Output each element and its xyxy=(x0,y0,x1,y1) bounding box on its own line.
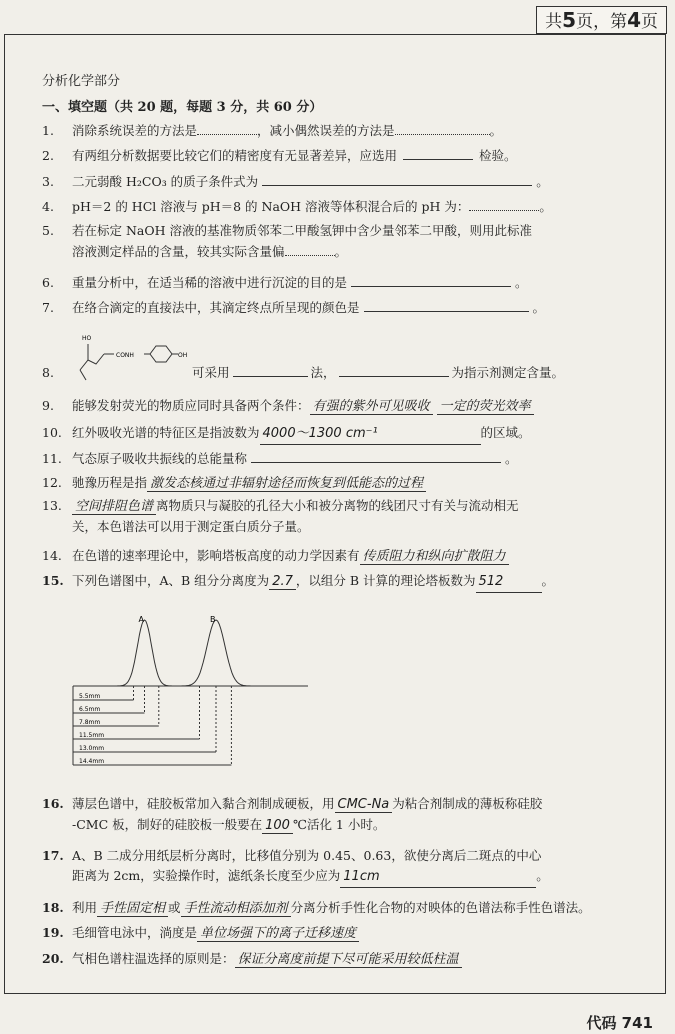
handwritten-answer: 一定的荧光效率 xyxy=(437,399,534,415)
question-9: 9. 能够发射荧光的物质应同时具备两个条件： 有强的紫外可见吸收 一定的荧光效率 xyxy=(42,396,632,417)
handwritten-answer: 512 xyxy=(476,572,542,593)
question-18: 18. 利用 手性固定相 或 手性流动相添加剂 分离分析手性化合物的对映体的色谱法称手性色谱法。 xyxy=(42,900,591,916)
handwritten-answer: 传质阻力和纵向扩散阻力 xyxy=(360,549,509,565)
question-15: 15. 下列色谱图中，A、B 组分分离度为 2.7 ，以组分 B 计算的理论塔板数为 512 。 xyxy=(42,571,632,593)
question-10: 10. 红外吸收光谱的特征区是指波数为 4000～1300 cm⁻¹ 的区域。 xyxy=(42,423,632,445)
page-total: 5 xyxy=(562,8,577,32)
handwritten-answer: 100 xyxy=(262,818,293,834)
answer-blank xyxy=(469,196,539,211)
section-title: 分析化学部分 xyxy=(42,74,121,89)
peak-a-label: A xyxy=(138,615,144,624)
answer-blank xyxy=(403,145,473,160)
question-2: 2. 有两组分析数据要比较它们的精密度有无显著差异，应选用 检验。 xyxy=(42,145,632,166)
page-counter-suffix: 页 xyxy=(641,12,658,32)
answer-blank xyxy=(395,120,490,135)
question-16: 16. 薄层色谱中，硅胶板常加入黏合剂制成硬板，用 CMC-Na 为粘合剂制成的薄板称硅胶 -CMC 板，制好的硅胶板一般要在 100 ℃活化 1 小时。 xyxy=(42,796,543,833)
page-counter-mid: 页，第 xyxy=(576,12,628,32)
handwritten-answer: 手性流动相添加剂 xyxy=(181,901,291,917)
chromatogram-figure xyxy=(68,608,318,783)
question-17: 17. A、B 二成分用纸层析分离时，比移值分别为 0.45、0.63，欲使分离后二斑点的中心 距离为 2cm，实验操作时，滤纸条长度至少应为 11cm 。 xyxy=(42,846,632,888)
molecule-label-conh: CONH xyxy=(116,352,134,359)
question-5: 5. 若在标定 NaOH 溶液的基准物质邻苯二甲酸氢钾中含少量邻苯二甲酸，则用此标准 溶液测定样品的含量，较其实际含量偏 。 xyxy=(42,223,532,259)
handwritten-answer: 手性固定相 xyxy=(97,901,168,917)
answer-blank xyxy=(233,362,308,377)
page-counter xyxy=(536,6,667,34)
question-6: 6. 重量分析中，在适当稀的溶液中进行沉淀的目的是 。 xyxy=(42,272,632,293)
handwritten-answer: CMC-Na xyxy=(335,797,393,813)
question-8: 8. 可采用 法， 为指示剂测定含量。 xyxy=(42,362,632,383)
answer-blank xyxy=(339,362,449,377)
question-13: 13. 空间排阻色谱 离物质只与凝胶的孔径大小和被分离物的线团尺寸有关与流动相无 关，本色谱法可以用于测定蛋白质分子量。 xyxy=(42,498,519,534)
measure-label: 14.4mm xyxy=(79,758,105,765)
answer-blank xyxy=(251,448,501,463)
question-4: 4. pH＝2 的 HCl 溶液与 pH＝8 的 NaOH 溶液等体积混合后的 pH 为： 。 xyxy=(42,196,632,217)
measure-label: 7.8mm xyxy=(79,719,101,726)
handwritten-answer: 11cm xyxy=(340,867,536,888)
footer-code: 代码 741 xyxy=(586,1014,653,1032)
measure-label: 13.0mm xyxy=(79,745,105,752)
question-19: 19. 毛细管电泳中，淌度是 单位场强下的离子迁移速度 xyxy=(42,923,632,944)
page-counter-prefix: 共 xyxy=(545,12,563,32)
peak-b-label: B xyxy=(210,615,216,624)
measure-label: 5.5mm xyxy=(79,693,101,700)
measure-lines xyxy=(73,686,231,765)
question-12: 12. 驰豫历程是指 激发态核通过非辐射途径而恢复到低能态的过程 xyxy=(42,473,632,494)
handwritten-answer: 有强的紫外可见吸收 xyxy=(310,399,433,415)
question-20: 20. 气相色谱柱温选择的原则是： 保证分离度前提下尽可能采用较低柱温 xyxy=(42,949,632,970)
answer-blank xyxy=(197,120,257,135)
answer-blank xyxy=(262,171,532,186)
handwritten-answer: 2.7 xyxy=(269,574,296,590)
peak-a-curve xyxy=(107,620,183,686)
page-current: 4 xyxy=(627,8,641,32)
handwritten-answer: 激发态核通过非辐射途径而恢复到低能态的过程 xyxy=(147,476,426,492)
handwritten-answer: 4000～1300 cm⁻¹ xyxy=(260,424,481,445)
answer-blank xyxy=(364,297,529,312)
question-3: 3. 二元弱酸 H₂CO₃ 的质子条件式为 。 xyxy=(42,171,632,192)
question-7: 7. 在络合滴定的直接法中，其滴定终点所呈现的颜色是 。 xyxy=(42,297,632,318)
measure-label: 6.5mm xyxy=(79,706,101,713)
part-title: 一、填空题（共 20 题，每题 3 分，共 60 分） xyxy=(42,100,323,115)
answer-blank xyxy=(351,272,511,287)
peak-b-curve xyxy=(168,620,264,686)
handwritten-answer: 空间排阻色谱 xyxy=(72,499,156,515)
handwritten-answer: 保证分离度前提下尽可能采用较低柱温 xyxy=(235,952,462,968)
molecule-label-oh: OH xyxy=(178,352,188,359)
handwritten-answer: 单位场强下的离子迁移速度 xyxy=(197,926,359,942)
question-11: 11. 气态原子吸收共振线的总能量称 。 xyxy=(42,448,632,469)
question-14: 14. 在色谱的速率理论中，影响塔板高度的动力学因素有 传质阻力和纵向扩散阻力 xyxy=(42,546,632,567)
measure-label: 11.5mm xyxy=(79,732,105,739)
answer-blank xyxy=(285,241,335,256)
question-1: 1. 消除系统误差的方法是 ，减小偶然误差的方法是 。 xyxy=(42,120,632,141)
molecule-label-ho: HO xyxy=(82,335,92,342)
